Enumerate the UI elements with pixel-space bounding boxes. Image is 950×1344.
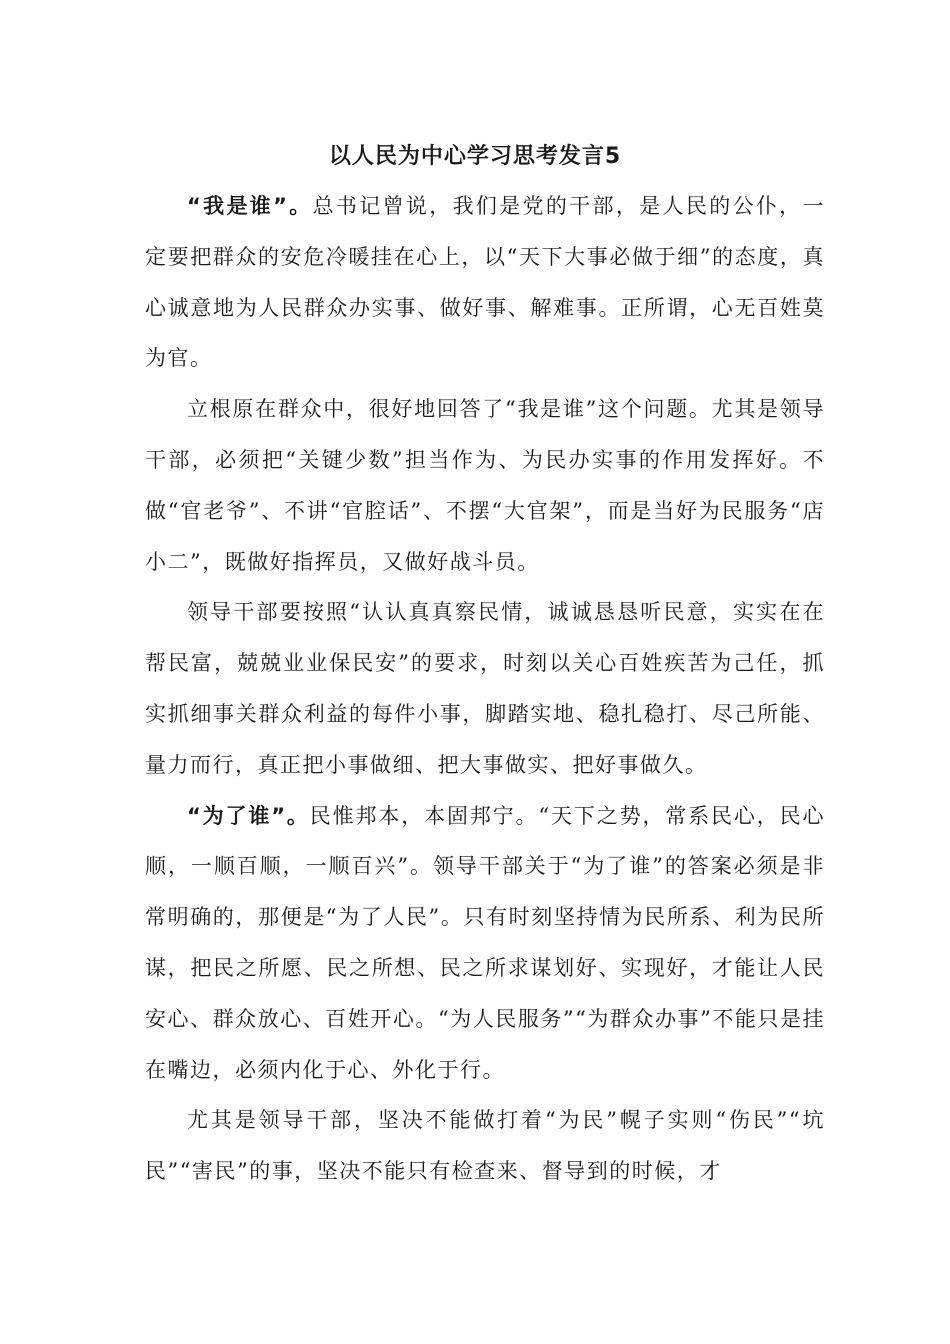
document-body <box>145 181 825 1197</box>
paragraph-5 <box>145 1095 825 1197</box>
paragraph-3 <box>145 587 825 790</box>
paragraph-4 <box>145 791 825 1096</box>
paragraph-lead-who-am-i: “我是谁”。 <box>187 194 313 218</box>
paragraph-text: 总书记曾说，我们是党的干部，是人民的公仆，一定要把群众的安危冷暖挂在心上，以“天下大事必做于细”的态度，真心诚意地为人民群众办实事、做好事、解难事。正所谓，心无百姓莫为官。 <box>145 194 826 371</box>
paragraph-lead-for-whom: “为了谁”。 <box>187 803 310 828</box>
paragraph-1 <box>145 181 825 384</box>
paragraph-2 <box>145 384 825 587</box>
paragraph-text: 民惟邦本，本固邦宁。“天下之势，常系民心，民心顺，一顺百顺，一顺百兴”。领导干部关于“为了谁”的答案必须是非常明确的，那便是“为了人民”。只有时刻坚持情为民所系、利为民所谋，把民之所愿、民之所想、民之所求谋划好、实现好，才能让人民安心、群众放心、百姓开心。“为人民服务”“为群众办事”不能只是挂在嘴边，必须内化于心、外化于行。 <box>145 803 825 1082</box>
paragraph-text: 领导干部要按照“认认真真察民情，诚诚恳恳听民意，实实在在帮民富，兢兢业业保民安”的要求，时刻以关心百姓疾苦为己任，抓实抓细事关群众利益的每件小事，脚踏实地、稳扎稳打、尽己所能、量力而行，真正把小事做细、把大事做实、把好事做久。 <box>145 600 825 777</box>
document-title: 以人民为中心学习思考发言5 <box>328 144 622 169</box>
paragraph-text: 尤其是领导干部，坚决不能做打着“为民”幌子实则“伤民”“坑民”“害民”的事，坚决不能只有检查来、督导到的时候，才 <box>145 1108 825 1184</box>
paragraph-text: 立根原在群众中，很好地回答了“我是谁”这个问题。尤其是领导干部，必须把“关键少数”担当作为、为民办实事的作用发挥好。不做“官老爷”、不讲“官腔话”、不摆“大官架”，而是当好为民服务“店小二”，既做好指挥员，又做好战斗员。 <box>145 397 825 574</box>
